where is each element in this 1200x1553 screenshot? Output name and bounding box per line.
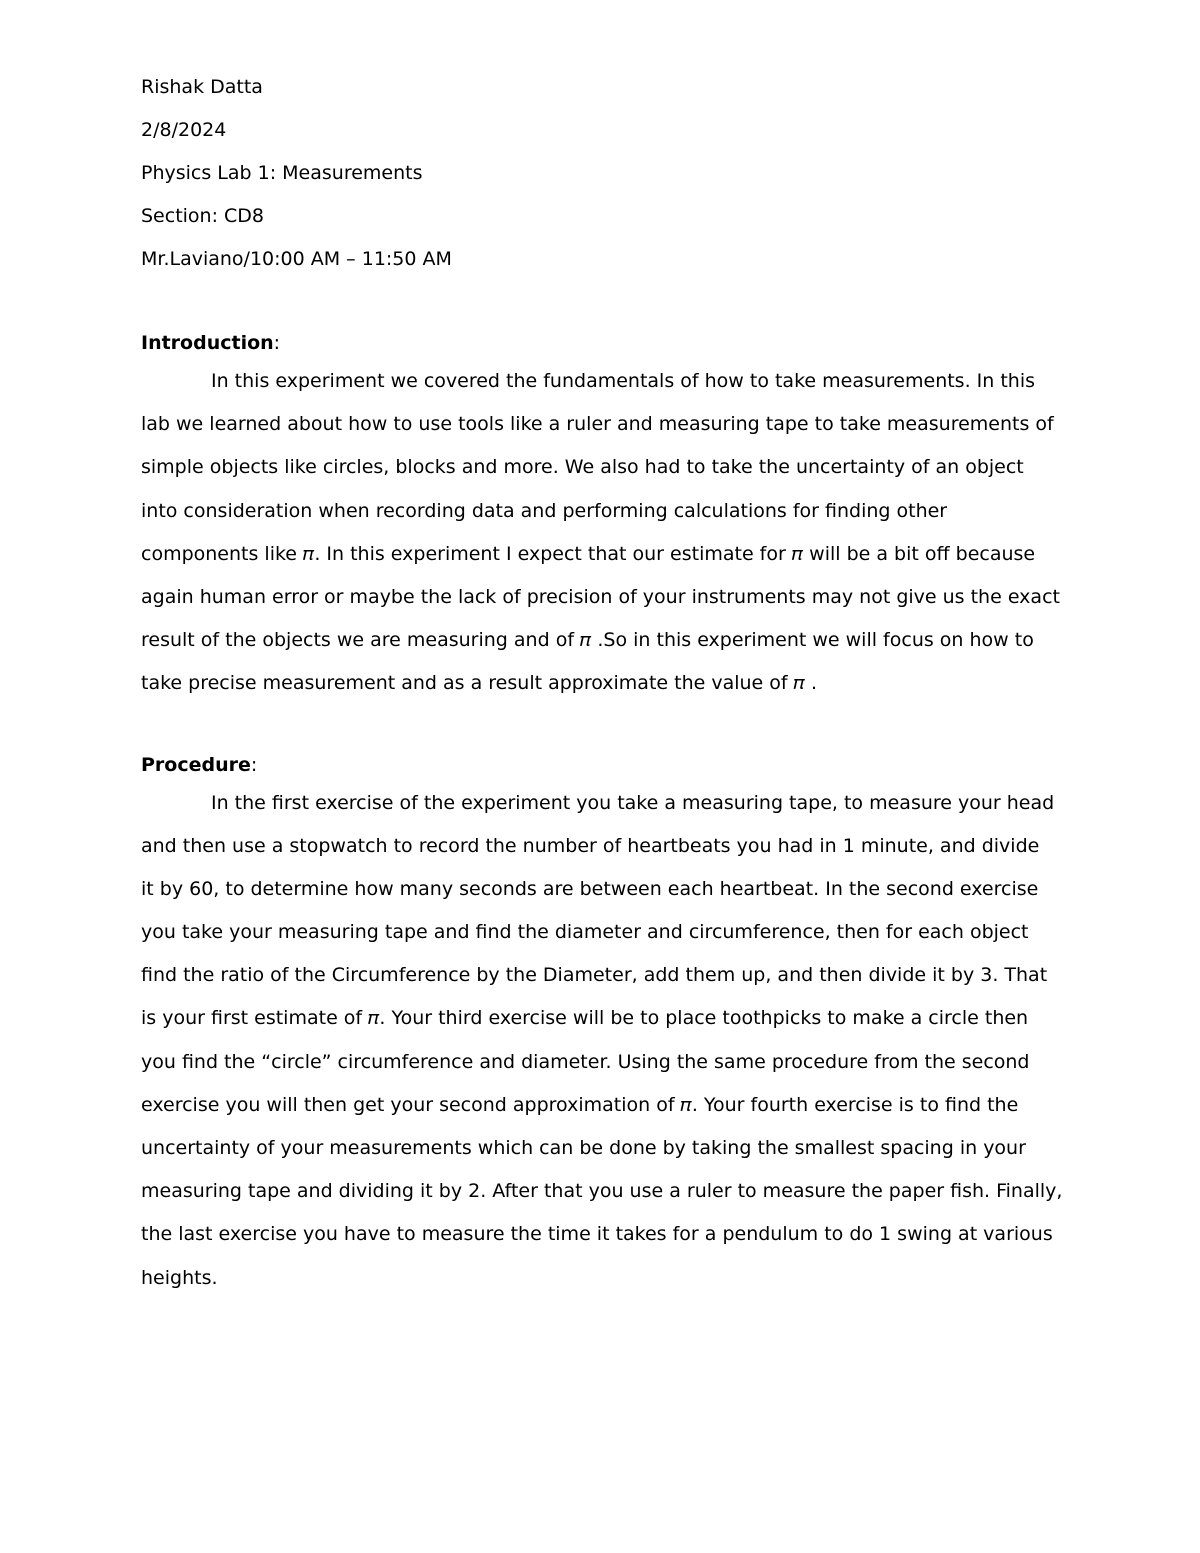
paragraph-line: simple objects like circles, blocks and more. We also had to take the uncertainty of an object — [141, 456, 1024, 479]
report-date: 2/8/2024 — [141, 119, 227, 141]
paragraph-line: into consideration when recording data and performing calculations for finding other — [141, 499, 948, 522]
paragraph-line: find the ratio of the Circumference by the Diameter, add them up, and then divide it by 3. That — [141, 964, 1048, 987]
introduction-heading — [141, 328, 1071, 358]
report-title: Physics Lab 1: Measurements — [141, 162, 423, 184]
paragraph-line: measuring tape and dividing it by 2. After that you use a ruler to measure the paper fish. Finally, — [141, 1180, 1063, 1203]
instructor-and-time: Mr.Laviano/10:00 AM – 11:50 AM — [141, 248, 452, 270]
paragraph-line: In this experiment we covered the fundamentals of how to take measurements. In this — [211, 370, 1036, 392]
paragraph-line: you take your measuring tape and find the diameter and circumference, then for each object — [141, 921, 1029, 944]
author-name: Rishak Datta — [141, 76, 263, 98]
paragraph-line: it by 60, to determine how many seconds are between each heartbeat. In the second exercise — [141, 877, 1039, 900]
paragraph-line: result of the objects we are measuring and of 𝜋 .So in this experiment we will focus on how to — [141, 629, 1034, 652]
procedure-paragraph — [141, 788, 1071, 1306]
document-body — [141, 72, 1071, 1306]
paragraph-line: exercise you will then get your second approximation of 𝜋. Your fourth exercise is to find the — [141, 1093, 1019, 1116]
paragraph-line: and then use a stopwatch to record the number of heartbeats you had in 1 minute, and divide — [141, 834, 1040, 857]
class-section: Section: CD8 — [141, 205, 265, 227]
paragraph-line: take precise measurement and as a result approximate the value of 𝜋 . — [141, 672, 818, 695]
paragraph-line: is your first estimate of 𝜋. Your third exercise will be to place toothpicks to make a circle then — [141, 1007, 1029, 1030]
introduction-paragraph — [141, 366, 1071, 712]
introduction-heading-colon: : — [273, 332, 281, 354]
paragraph-line: again human error or maybe the lack of precision of your instruments may not give us the exact — [141, 585, 1060, 608]
paragraph-line: heights. — [141, 1266, 218, 1289]
introduction-heading-text: Introduction — [141, 332, 274, 354]
procedure-heading-colon: : — [250, 753, 258, 776]
paragraph-line: lab we learned about how to use tools like a ruler and measuring tape to take measurements of — [141, 413, 1054, 436]
paragraph-line: you find the “circle” circumference and diameter. Using the same procedure from the second — [141, 1050, 1030, 1073]
paragraph-line: uncertainty of your measurements which can be done by taking the smallest spacing in your — [141, 1137, 1026, 1159]
procedure-heading-text: Procedure — [141, 753, 251, 776]
procedure-heading — [141, 750, 1071, 780]
paragraph-line: components like 𝜋. In this experiment I expect that our estimate for 𝜋 will be a bit off because — [141, 542, 1036, 565]
paragraph-line: the last exercise you have to measure the time it takes for a pendulum to do 1 swing at various — [141, 1223, 1053, 1246]
paragraph-line: In the first exercise of the experiment you take a measuring tape, to measure your head — [211, 791, 1055, 814]
